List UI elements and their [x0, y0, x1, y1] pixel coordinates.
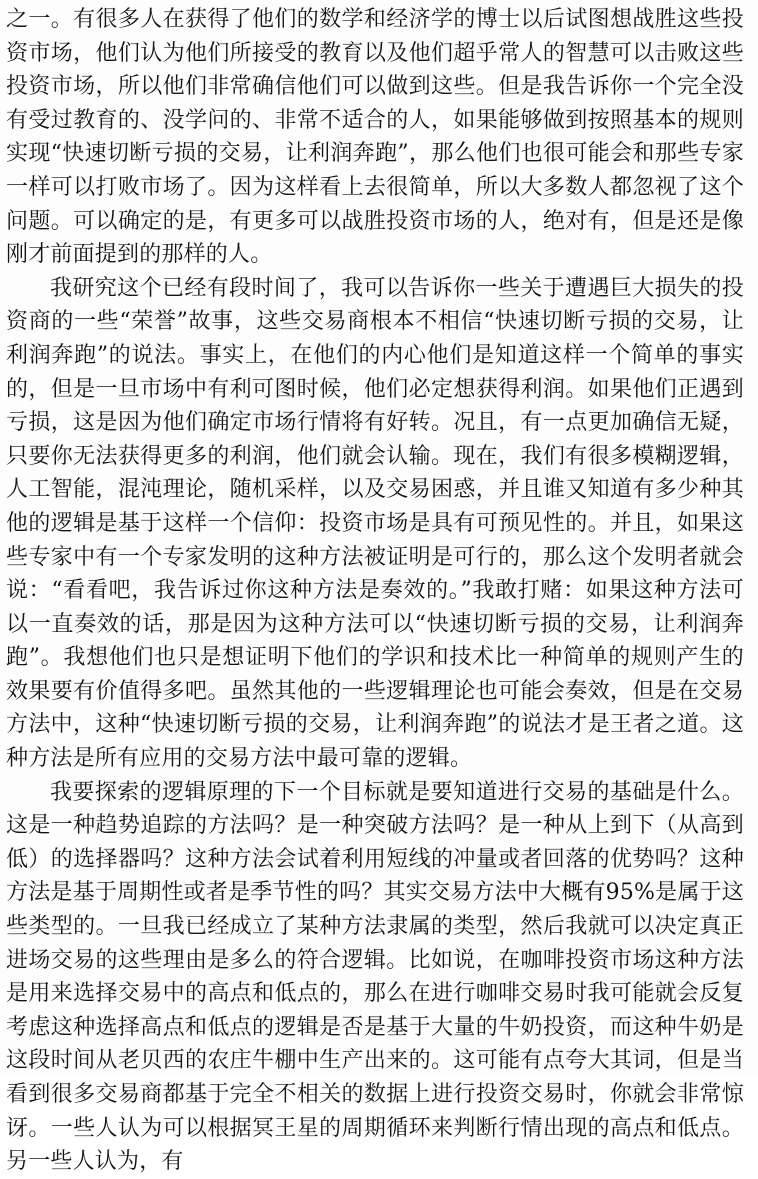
paragraph-3: 我要探索的逻辑原理的下一个目标就是要知道进行交易的基础是什么。这是一种趋势追踪的方法吗？是一种突破方法吗？是一种从上到下（从高到低）的选择器吗？这种方法会试着利用短线的冲量或者回落的优势吗？这种方法是基于周期性或者是季节性的吗？其实交易方法中大概有95%是属于这些类型的。一旦我已经成立了某种方法隶属的类型，然后我就可以决定真正进场交易的这些理由是多么的符合逻辑。比如说，在咖啡投资市场这种方法是用来选择交易中的高点和低点的，那么在进行咖啡交易时我可能就会反复考虑这种选择高点和低点的逻辑是否是基于大量的牛奶投资，而这种牛奶是这段时间从老贝西的农庄牛棚中生产出来的。这可能有点夸大其词，但是当看到很多交易商都基于完全不相关的数据上进行投资交易时，你就会非常惊讶。一些人认为可以根据冥王星的周期循环来判断行情出现的高点和低点。另一些人认为，有	[6, 779, 744, 1175]
paragraph-1: 之一。有很多人在获得了他们的数学和经济学的博士以后试图想战胜这些投资市场，他们认为他们所接受的教育以及他们超乎常人的智慧可以击败这些投资市场，所以他们非常确信他们可以做到这些。但是我告诉你一个完全没有受过教育的、没学问的、非常不适合的人，如果能够做到按照基本的规则实现“快速切断亏损的交易，让利润奔跑”，那么他们也很可能会和那些专家一样可以打败市场了。因为这样看上去很简单，所以大多数人都忽视了这个问题。可以确定的是，有更多可以战胜投资市场的人，绝对有，但是还是像刚才前面提到的那样的人。	[6, 7, 744, 268]
paragraph-2: 我研究这个已经有段时间了，我可以告诉你一些关于遭遇巨大损失的投资商的一些“荣誉”故事，这些交易商根本不相信“快速切断亏损的交易，让利润奔跑”的说法。事实上，在他们的内心他们是知道这样一个简单的事实的，但是一旦市场中有利可图时候，他们必定想获得利润。如果他们正遇到亏损，这是因为他们确定市场行情将有好转。况且，有一点更加确信无疑，只要你无法获得更多的利润，他们就会认输。现在，我们有很多模糊逻辑，人工智能，混沌理论，随机采样，以及交易困惑，并且谁又知道有多少种其他的逻辑是基于这样一个信仰：投资市场是具有可预见性的。并且，如果这些专家中有一个专家发明的这种方法被证明是可行的，那么这个发明者就会说：“看看吧，我告诉过你这种方法是奏效的。”我敢打赌：如果这种方法可以一直奏效的话，那是因为这种方法可以“快速切断亏损的交易，让利润奔跑”。我想他们也只是想证明下他们的学识和技术比一种简单的规则产生的效果要有价值得多吧。虽然其他的一些逻辑理论也可能会奏效，但是在交易方法中，这种“快速切断亏损的交易，让利润奔跑”的说法才是王者之道。这种方法是所有应用的交易方法中最可靠的逻辑。	[6, 275, 744, 772]
